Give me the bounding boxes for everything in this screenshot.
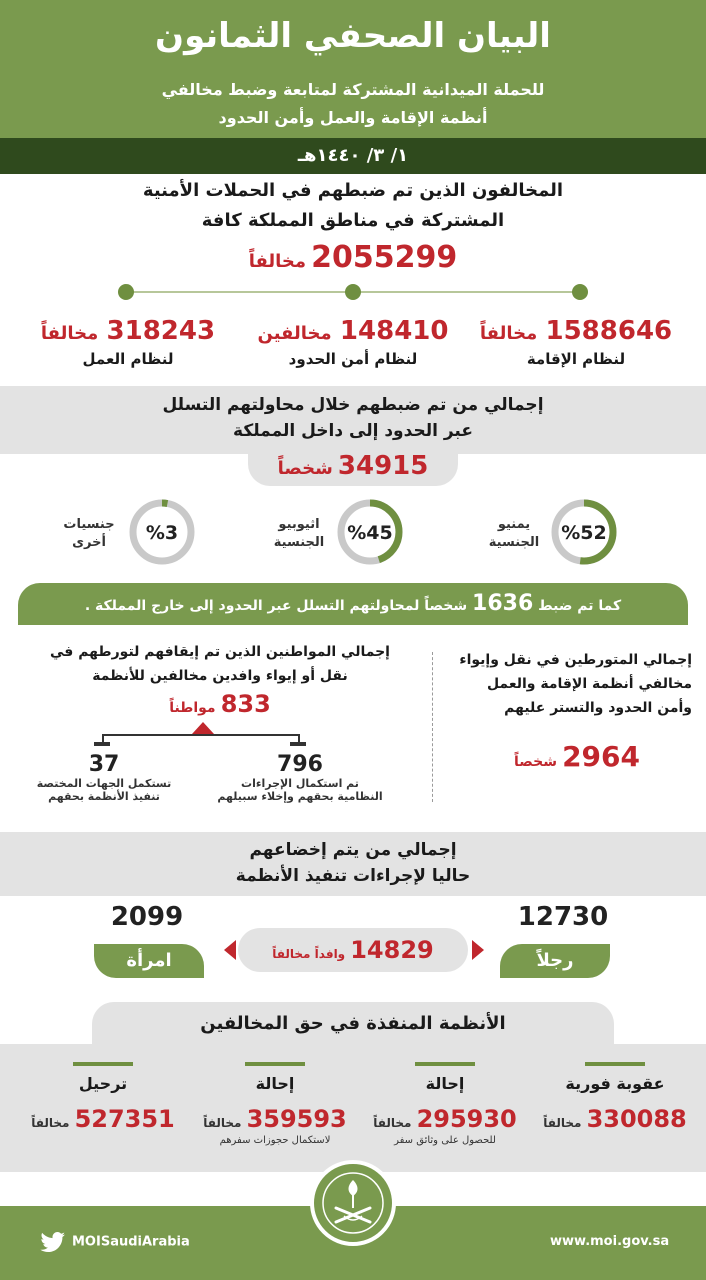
infiltration-heading-line2: عبر الحدود إلى داخل المملكة <box>233 421 473 441</box>
harboring-heading <box>452 648 692 720</box>
stat-labor-label: لنظام العمل <box>82 350 174 368</box>
enforcement-heading-line2: حاليا لإجراءات تنفيذ الأنظمة <box>235 866 471 886</box>
penalty-referral-booking <box>190 1062 360 1146</box>
other-percent: %3 <box>145 522 179 544</box>
yemen-donut <box>550 498 618 566</box>
citizens-heading <box>20 640 420 688</box>
violators-total-unit: مخالفاً <box>248 251 307 272</box>
citizens-total <box>100 690 340 718</box>
website-link[interactable]: www.moi.gov.sa <box>550 1234 670 1249</box>
penalties-heading: الأنظمة المنفذة في حق المخالفين <box>92 1002 614 1044</box>
penalty-referral-docs-note: للحصول على وثائق سفر <box>394 1135 496 1146</box>
outbound-text: شخصاً لمحاولتهم التسلل عبر الحدود إلى خارج المملكة . <box>84 598 468 614</box>
penalty-deportation-title: ترحيل <box>78 1074 128 1093</box>
enforcement-total <box>238 928 468 972</box>
infiltration-total-unit: شخصاً <box>277 458 333 479</box>
penalty-deportation-bar <box>73 1062 133 1066</box>
harboring-total-unit: شخصاً <box>514 754 557 770</box>
harboring-heading-line2: مخالفي أنظمة الإقامة والعمل <box>486 676 692 692</box>
stat-labor-value: 318243 <box>106 316 216 346</box>
penalty-immediate-title: عقوبة فورية <box>565 1074 665 1093</box>
stat-labor-unit: مخالفاً <box>40 323 99 344</box>
enforcement-heading-line1: إجمالي من يتم إخضاعهم <box>249 840 457 860</box>
page-subtitle-line1: للحملة الميدانية المشتركة لمتابعة وضبط مخالفي <box>161 80 545 99</box>
other-label <box>54 516 124 552</box>
outbound-band <box>18 583 688 625</box>
nationality-ethiopia <box>254 498 474 588</box>
infiltration-total <box>248 446 458 486</box>
infiltration-heading-line1: إجمالي من تم ضبطهم خلال محاولتهم التسلل <box>162 395 544 415</box>
men-value: 12730 <box>517 902 609 932</box>
enforcement-total-unit: وافداً مخالفاً <box>272 947 346 961</box>
breakdown-pending <box>24 752 184 803</box>
harboring-total <box>470 740 640 773</box>
penalty-referral-docs <box>360 1062 530 1146</box>
saudi-emblem-icon <box>310 1160 396 1246</box>
stat-dot-left <box>118 284 134 300</box>
citizens-heading-line1: إجمالي المواطنين الذين تم إيقافهم لتورطهم في <box>50 644 390 660</box>
penalty-referral-booking-title: إحالة <box>255 1074 295 1093</box>
yemen-percent: %52 <box>561 522 607 544</box>
ethiopia-percent: %45 <box>347 522 393 544</box>
stat-border <box>243 316 463 368</box>
penalty-referral-docs-value: 295930 <box>416 1105 517 1133</box>
penalty-referral-docs-unit: مخالفاً <box>373 1116 412 1130</box>
penalty-immediate-unit: مخالفاً <box>543 1116 582 1130</box>
stat-border-value: 148410 <box>339 316 449 346</box>
breakdown-released-line1: تم استكمال الإجراءات <box>241 777 359 790</box>
penalty-referral-docs-bar <box>415 1062 475 1066</box>
violators-total <box>0 240 706 275</box>
stat-border-unit: مخالفين <box>257 323 332 344</box>
penalty-immediate-bar <box>585 1062 645 1066</box>
violators-heading-line1: المخالفون الذين تم ضبطهم في الحملات الأمنية <box>142 180 564 201</box>
outbound-value: 1636 <box>472 591 534 616</box>
ethiopia-label-line1: اثيوبيو <box>278 517 320 532</box>
section3-divider <box>432 652 433 802</box>
arrow-right-icon <box>472 940 484 960</box>
twitter-handle[interactable]: MOISaudiArabia <box>72 1234 190 1250</box>
penalty-immediate <box>530 1062 700 1133</box>
penalty-deportation-value: 527351 <box>74 1105 175 1133</box>
stat-residency-unit: مخالفاً <box>479 323 538 344</box>
women-value: 2099 <box>110 902 184 932</box>
nationality-yemen <box>478 498 698 588</box>
nationality-other <box>40 498 260 588</box>
harboring-heading-line3: وأمن الحدود والتستر عليهم <box>504 700 692 716</box>
page-title: البيان الصحفي الثمانون <box>155 16 551 56</box>
breakdown-released-line2: النظامية بحقهم وإخلاء سبيلهم <box>217 790 383 803</box>
citizens-bracket <box>102 734 300 736</box>
penalty-immediate-value: 330088 <box>586 1105 687 1133</box>
breakdown-released <box>205 752 395 803</box>
violators-total-value: 2055299 <box>311 240 458 275</box>
yemen-label-line1: يمنيو <box>497 517 531 532</box>
breakdown-pending-value: 37 <box>88 752 120 777</box>
penalty-referral-booking-unit: مخالفاً <box>203 1116 242 1130</box>
harboring-total-value: 2964 <box>562 740 640 773</box>
emblem-drawing <box>314 1164 392 1242</box>
stat-residency-label: لنظام الإقامة <box>526 350 626 368</box>
other-label-line1: جنسيات <box>63 517 115 532</box>
breakdown-pending-line1: تستكمل الجهات المختصة <box>36 777 172 790</box>
citizens-total-unit: مواطناً <box>169 700 216 716</box>
breakdown-released-value: 796 <box>277 752 323 777</box>
infiltration-total-value: 34915 <box>337 451 429 481</box>
page-subtitle-line2: أنظمة الإقامة والعمل وأمن الحدود <box>218 108 488 127</box>
twitter-link[interactable] <box>40 1232 190 1252</box>
citizens-total-value: 833 <box>220 690 271 718</box>
arrow-left-icon <box>224 940 236 960</box>
ethiopia-donut <box>336 498 404 566</box>
other-donut <box>128 498 196 566</box>
penalty-referral-booking-bar <box>245 1062 305 1066</box>
penalty-deportation-unit: مخالفاً <box>31 1116 70 1130</box>
citizens-heading-line2: نقل أو إيواء وافدين مخالفين للأنظمة <box>92 668 348 684</box>
yemen-label <box>482 516 546 552</box>
violators-heading-line2: المشتركة في مناطق المملكة كافة <box>201 210 505 231</box>
yemen-label-line2: الجنسية <box>488 535 540 550</box>
stat-border-label: لنظام أمن الحدود <box>288 350 418 368</box>
date-bar: ١/ ٣/ ١٤٤٠هـ <box>0 138 706 174</box>
outbound-prefix: كما تم ضبط <box>538 598 622 614</box>
other-label-line2: أخرى <box>72 535 106 550</box>
twitter-bird-icon <box>40 1232 66 1252</box>
stat-dot-center <box>345 284 361 300</box>
women-pill: امرأة <box>94 944 204 978</box>
penalty-referral-booking-value: 359593 <box>246 1105 347 1133</box>
ethiopia-label-line2: الجنسية <box>273 535 325 550</box>
bracket-cap-left <box>94 742 110 746</box>
penalty-referral-booking-note: لاستكمال حجوزات سفرهم <box>219 1135 331 1146</box>
men-pill: رجلاً <box>500 944 610 978</box>
citizens-pointer-icon <box>192 722 214 734</box>
enforcement-total-value: 14829 <box>350 936 434 964</box>
stat-labor <box>18 316 238 368</box>
penalty-deportation <box>18 1062 188 1133</box>
stat-residency <box>466 316 686 368</box>
stat-dot-right <box>572 284 588 300</box>
penalty-referral-docs-title: إحالة <box>425 1074 465 1093</box>
ethiopia-label <box>264 516 334 552</box>
bracket-cap-right <box>290 742 306 746</box>
harboring-heading-line1: إجمالي المتورطين في نقل وإيواء <box>459 652 692 668</box>
stat-residency-value: 1588646 <box>545 316 673 346</box>
breakdown-pending-line2: تنفيذ الأنظمة بحقهم <box>48 790 160 803</box>
